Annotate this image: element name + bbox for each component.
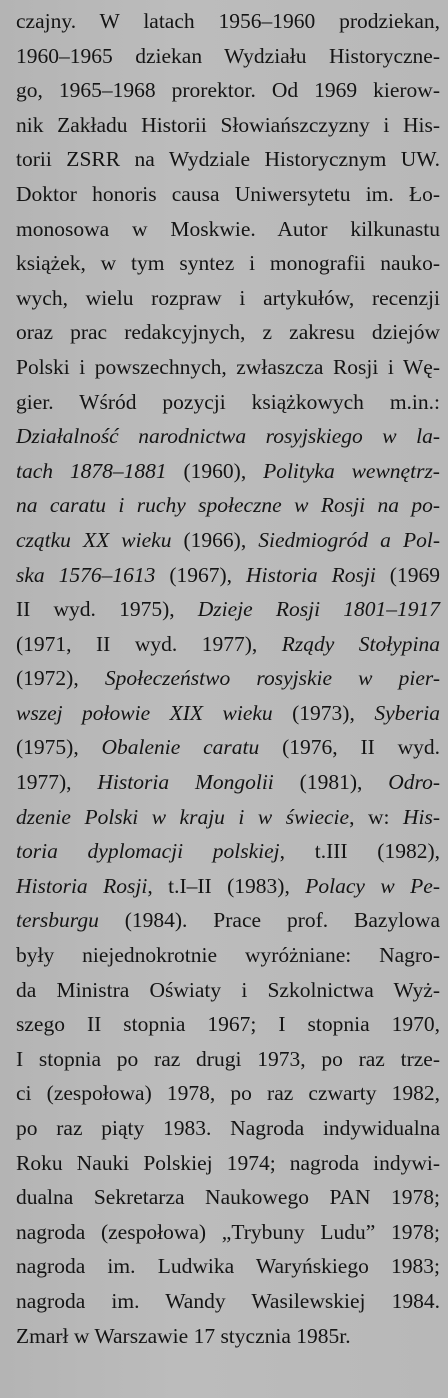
body-text: 1960–1965 dziekan Wydziału Historyczne-	[16, 43, 440, 68]
body-text: (1981),	[273, 770, 389, 795]
text-line	[16, 1111, 440, 1146]
text-line	[16, 350, 440, 385]
italic-title-text: Obalenie caratu	[101, 735, 260, 760]
text-line	[16, 558, 440, 593]
text-line	[16, 73, 440, 108]
body-text: czajny. W latach 1956–1960 prodziekan,	[16, 9, 440, 33]
italic-title-text: czątku XX wieku	[16, 527, 172, 552]
text-line	[16, 39, 440, 74]
italic-title-text: Społeczeństwo rosyjskie w pier-	[104, 666, 440, 691]
italic-title-text: Siedmiogród a Pol-	[258, 527, 440, 552]
body-text: (1960),	[166, 458, 264, 483]
italic-title-text: Syberia	[374, 700, 440, 725]
body-text: Roku Nauki Polskiej 1974; nagroda indywi-	[16, 1150, 440, 1175]
body-text: (1976, II wyd.	[259, 735, 440, 760]
body-text: gier. Wśród pozycji książkowych m.in.:	[16, 389, 440, 414]
body-text: (1984). Prace prof. Bazylowa	[98, 908, 440, 933]
text-line	[16, 108, 440, 143]
italic-title-text: Rządy Stołypina	[281, 631, 440, 656]
italic-title-text: Polacy w Pe-	[305, 873, 440, 898]
text-line	[16, 1042, 440, 1077]
body-text: nik Zakładu Historii Słowiańszczyzny i His-	[16, 112, 440, 137]
text-line	[16, 488, 440, 523]
italic-title-text: tach 1878–1881	[16, 458, 167, 483]
body-text: monosowa w Moskwie. Autor kilkunastu	[16, 216, 440, 241]
body-text: (1975),	[16, 735, 102, 760]
text-line	[16, 730, 440, 765]
body-text: oraz prac redakcyjnych, z zakresu dziejów	[16, 320, 440, 345]
italic-title-text: ska 1576–1613	[16, 562, 156, 587]
italic-title-text: dzenie Polski w kraju i w świecie	[16, 804, 350, 829]
text-line	[16, 419, 440, 454]
italic-title-text: Historia Rosji	[16, 873, 148, 898]
text-line	[16, 834, 440, 869]
italic-title-text: wszej połowie XIX wieku	[16, 700, 273, 725]
text-line	[16, 973, 440, 1008]
body-text: , t.III (1982),	[279, 839, 440, 864]
italic-title-text: Dzieje Rosji 1801–1917	[197, 597, 440, 622]
body-text: (1969	[375, 562, 440, 587]
italic-title-text: Działalność narodnictwa rosyjskiego w la-	[16, 424, 440, 449]
text-line	[16, 1319, 440, 1354]
text-line	[16, 1215, 440, 1250]
body-text: Doktor honoris causa Uniwersytetu im. Ło-	[16, 181, 440, 206]
text-line	[16, 1146, 440, 1181]
text-line	[16, 1076, 440, 1111]
body-text: nagroda im. Wandy Wasilewskiej 1984.	[16, 1288, 440, 1313]
body-text: Zmarł w Warszawie 17 stycznia 1985r.	[16, 1323, 351, 1348]
body-text: Polski i powszechnych, zwłaszcza Rosji i Wę-	[16, 354, 440, 379]
body-text: nagroda im. Ludwika Waryńskiego 1983;	[16, 1254, 440, 1279]
italic-title-text: Polityka wewnętrz-	[263, 458, 440, 483]
body-text: torii ZSRR na Wydziale Historycznym UW.	[16, 147, 440, 172]
text-line	[16, 246, 440, 281]
body-text: nagroda (zespołowa) „Trybuny Ludu” 1978;	[16, 1219, 440, 1244]
text-line	[16, 800, 440, 835]
text-line	[16, 696, 440, 731]
italic-title-text: toria dyplomacji polskiej	[16, 839, 280, 864]
text-line	[16, 212, 440, 247]
text-line	[16, 661, 440, 696]
text-line	[16, 592, 440, 627]
text-line	[16, 1284, 440, 1319]
text-line	[16, 1007, 440, 1042]
italic-title-text: na caratu i ruchy społeczne w Rosji na po-	[16, 493, 440, 518]
body-text: 1977),	[16, 770, 98, 795]
body-text: były niejednokrotnie wyróżniane: Nagro-	[16, 943, 440, 968]
text-line	[16, 523, 440, 558]
italic-title-text: Odro-	[388, 770, 440, 795]
text-line	[16, 454, 440, 489]
text-line	[16, 627, 440, 662]
italic-title-text: His-	[402, 804, 440, 829]
italic-title-text: tersburgu	[16, 908, 99, 933]
text-line	[16, 938, 440, 973]
body-text: (1973),	[272, 700, 375, 725]
body-text: , w:	[349, 804, 403, 829]
text-line	[16, 385, 440, 420]
body-text: (1967),	[155, 562, 246, 587]
text-line	[16, 315, 440, 350]
body-text: I stopnia po raz drugi 1973, po raz trze-	[16, 1046, 440, 1071]
body-text: szego II stopnia 1967; I stopnia 1970,	[16, 1012, 440, 1037]
text-line	[16, 177, 440, 212]
body-text: , t.I–II (1983),	[147, 873, 306, 898]
text-line	[16, 903, 440, 938]
body-text: go, 1965–1968 prorektor. Od 1969 kierow-	[16, 78, 440, 103]
text-line	[16, 142, 440, 177]
body-text: II wyd. 1975),	[16, 597, 198, 622]
body-text: ci (zespołowa) 1978, po raz czwarty 1982,	[16, 1081, 440, 1106]
biography-text	[16, 4, 440, 1353]
body-text: da Ministra Oświaty i Szkolnictwa Wyż-	[16, 977, 440, 1002]
body-text: po raz piąty 1983. Nagroda indywidualna	[16, 1116, 440, 1140]
body-text: (1971, II wyd. 1977),	[16, 631, 282, 656]
text-line	[16, 765, 440, 800]
text-line	[16, 4, 440, 39]
italic-title-text: Historia Mongolii	[97, 770, 274, 795]
body-text: wych, wielu rozpraw i artykułów, recenzji	[16, 285, 440, 310]
text-line	[16, 1180, 440, 1215]
body-text: książek, w tym syntez i monografii nauko-	[16, 251, 440, 276]
body-text: dualna Sekretarza Naukowego PAN 1978;	[16, 1185, 440, 1210]
italic-title-text: Historia Rosji	[246, 562, 376, 587]
text-line	[16, 869, 440, 904]
body-text: (1966),	[171, 527, 259, 552]
body-text: (1972),	[16, 666, 105, 691]
text-line	[16, 1249, 440, 1284]
text-line	[16, 281, 440, 316]
